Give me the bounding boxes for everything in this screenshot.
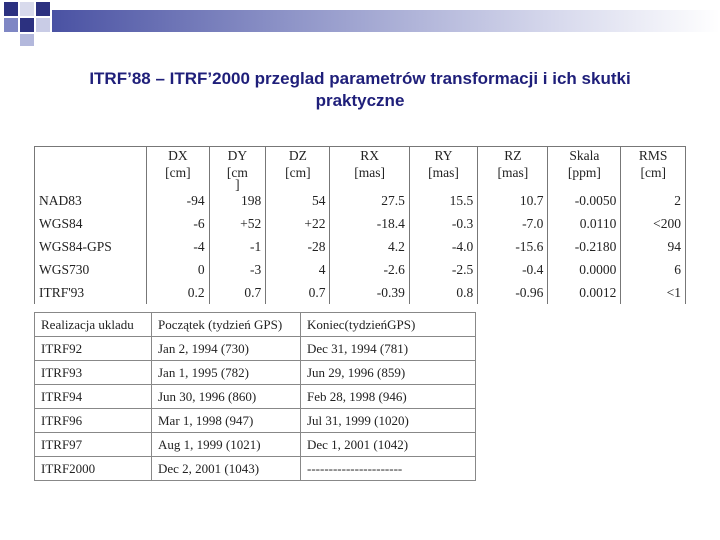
row-label: WGS84 — [35, 212, 147, 235]
table-cell: -1 — [209, 235, 266, 258]
table-cell: 4.2 — [330, 235, 409, 258]
table-cell: 15.5 — [409, 189, 477, 212]
header-cell-rx: RX [mas] — [330, 147, 409, 190]
row-label: ITRF97 — [35, 433, 152, 457]
table-cell: Dec 1, 2001 (1042) — [301, 433, 476, 457]
deco-square — [4, 18, 18, 32]
table-cell: 198 — [209, 189, 266, 212]
table-cell: -0.0050 — [548, 189, 621, 212]
table-cell: -0.3 — [409, 212, 477, 235]
table-cell: 0.7 — [209, 281, 266, 304]
table-cell: -0.4 — [478, 258, 548, 281]
header-cell-rz: RZ [mas] — [478, 147, 548, 190]
deco-gradient-bar — [52, 10, 720, 32]
itrf-realization-table — [34, 312, 476, 478]
table-cell: Feb 28, 1998 (946) — [301, 385, 476, 409]
row-label: WGS84-GPS — [35, 235, 147, 258]
table-cell: -2.6 — [330, 258, 409, 281]
table-cell: -0.39 — [330, 281, 409, 304]
header-cell-rms: RMS [cm] — [621, 147, 686, 190]
header-cell: Realizacja ukladu — [35, 313, 152, 337]
table-cell: 0.0110 — [548, 212, 621, 235]
table-cell: -6 — [147, 212, 209, 235]
table-row — [35, 281, 686, 304]
header-cell — [35, 147, 147, 190]
row-label: ITRF96 — [35, 409, 152, 433]
table-cell: -3 — [209, 258, 266, 281]
table-row — [35, 361, 476, 385]
deco-square — [20, 34, 34, 46]
table-cell: Dec 2, 2001 (1043) — [152, 457, 301, 481]
table-cell: -28 — [266, 235, 330, 258]
deco-square — [4, 2, 18, 16]
table-header-row — [35, 313, 476, 337]
table-cell: 2 — [621, 189, 686, 212]
table-cell: 94 — [621, 235, 686, 258]
table-cell: -18.4 — [330, 212, 409, 235]
header-cell-skala: Skala [ppm] — [548, 147, 621, 190]
row-label: ITRF93 — [35, 361, 152, 385]
header-cell-dx: DX [cm] — [147, 147, 209, 190]
deco-square — [20, 2, 34, 16]
table-row — [35, 457, 476, 481]
table-cell: -4.0 — [409, 235, 477, 258]
row-label: WGS730 — [35, 258, 147, 281]
header-cell-dy: DY [cm ] — [209, 147, 266, 190]
table-cell: -2.5 — [409, 258, 477, 281]
table-cell: Jul 31, 1999 (1020) — [301, 409, 476, 433]
table-cell: -7.0 — [478, 212, 548, 235]
table-cell: 0.0012 — [548, 281, 621, 304]
deco-square — [20, 18, 34, 32]
table-cell: Jan 1, 1995 (782) — [152, 361, 301, 385]
row-label: ITRF92 — [35, 337, 152, 361]
header-cell: Koniec(tydzieńGPS) — [301, 313, 476, 337]
title-line-2: praktyczne — [315, 91, 405, 110]
row-label: ITRF94 — [35, 385, 152, 409]
table-header-row — [35, 147, 686, 190]
row-label: ITRF2000 — [35, 457, 152, 481]
table-cell: +22 — [266, 212, 330, 235]
table-cell: 0.2 — [147, 281, 209, 304]
table-cell: Jan 2, 1994 (730) — [152, 337, 301, 361]
table-cell: Aug 1, 1999 (1021) — [152, 433, 301, 457]
table-cell: 10.7 — [478, 189, 548, 212]
table-cell: -4 — [147, 235, 209, 258]
header-cell-dz: DZ [cm] — [266, 147, 330, 190]
table-cell: Jun 30, 1996 (860) — [152, 385, 301, 409]
deco-square — [36, 18, 50, 32]
table-cell: Mar 1, 1998 (947) — [152, 409, 301, 433]
table-cell: 6 — [621, 258, 686, 281]
table-cell: -15.6 — [478, 235, 548, 258]
page-title — [40, 68, 680, 112]
row-label: NAD83 — [35, 189, 147, 212]
transformation-parameters-table — [34, 146, 686, 300]
table-cell: 0 — [147, 258, 209, 281]
table-row — [35, 235, 686, 258]
table-cell: <200 — [621, 212, 686, 235]
table-cell: 0.7 — [266, 281, 330, 304]
table-cell: 0.0000 — [548, 258, 621, 281]
table-cell: +52 — [209, 212, 266, 235]
title-line-1: ITRF’88 – ITRF’2000 przeglad parametrów transformacji i ich skutki — [89, 69, 631, 88]
table-cell: Jun 29, 1996 (859) — [301, 361, 476, 385]
table-row — [35, 189, 686, 212]
table-cell: -0.96 — [478, 281, 548, 304]
slide-decoration — [0, 0, 720, 50]
table-cell: 0.8 — [409, 281, 477, 304]
header-cell-ry: RY [mas] — [409, 147, 477, 190]
table-row — [35, 337, 476, 361]
table-cell: Dec 31, 1994 (781) — [301, 337, 476, 361]
deco-square — [36, 2, 50, 16]
table-row — [35, 212, 686, 235]
table-cell: <1 — [621, 281, 686, 304]
row-label: ITRF'93 — [35, 281, 147, 304]
table-cell: 54 — [266, 189, 330, 212]
table-cell: 27.5 — [330, 189, 409, 212]
table-row — [35, 433, 476, 457]
table-cell: ---------------------- — [301, 457, 476, 481]
table-cell: 4 — [266, 258, 330, 281]
table-row — [35, 409, 476, 433]
table-cell: -94 — [147, 189, 209, 212]
table-row — [35, 258, 686, 281]
table-row — [35, 385, 476, 409]
header-cell: Początek (tydzień GPS) — [152, 313, 301, 337]
table-cell: -0.2180 — [548, 235, 621, 258]
